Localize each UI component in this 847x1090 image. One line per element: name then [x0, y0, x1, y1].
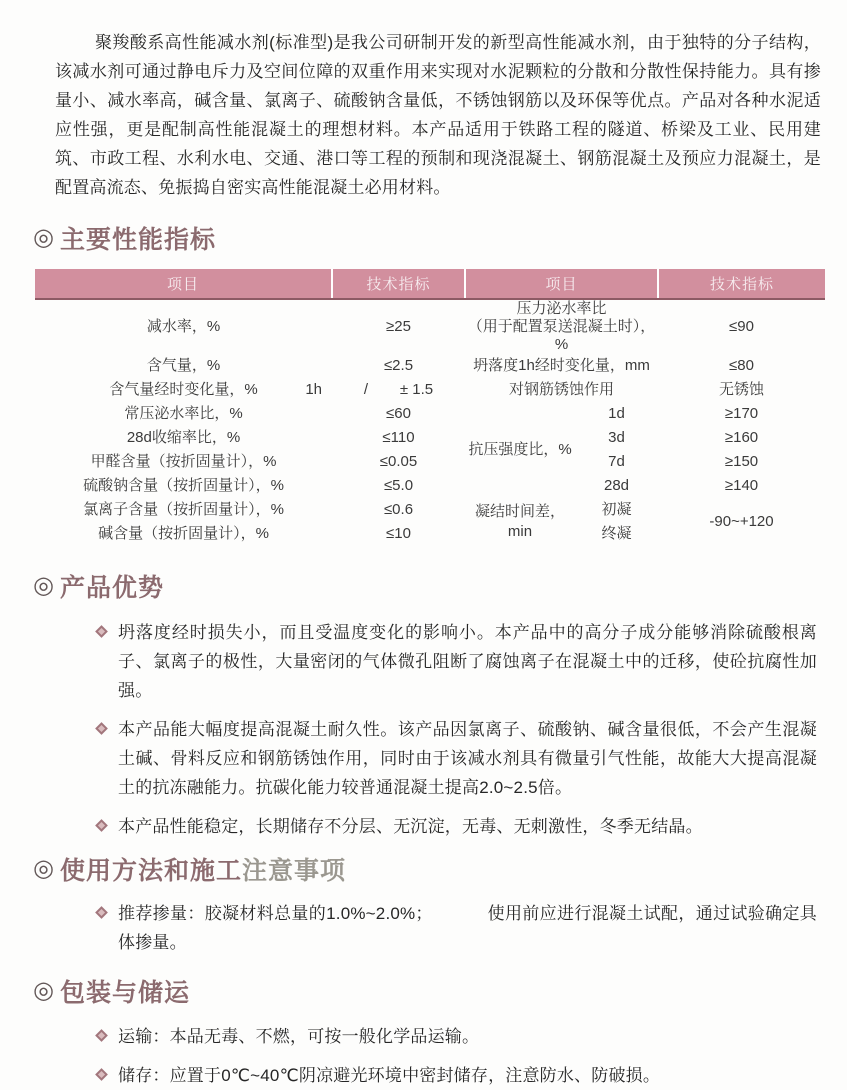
cell-item: 硫酸钠含量（按折固量计），% — [83, 477, 284, 494]
cell-value: ≤2.5 — [383, 357, 414, 374]
cell-sub-label: 1d — [608, 405, 625, 422]
cell-value — [332, 378, 465, 402]
table-row — [35, 299, 825, 354]
cell-value: ≤10 — [386, 525, 411, 542]
trial-mix-note: 使用前应进行混凝土试配，通过试验确定具体掺量。 — [118, 904, 817, 952]
cell-item-line1: 压力泌水率比 — [516, 300, 607, 317]
cell-value: ≥140 — [724, 477, 759, 494]
bullseye-marker-icon: ◎ — [33, 572, 55, 599]
usage-list — [88, 899, 847, 957]
cell-value: ≤5.0 — [383, 477, 414, 494]
cell-item: 含气量，% — [146, 357, 221, 374]
cell-item — [35, 378, 332, 402]
cell-sub-label: 7d — [608, 453, 625, 470]
list-item — [88, 812, 847, 841]
diamond-bullet-icon — [95, 906, 108, 919]
header-item-right: 项目 — [465, 269, 658, 299]
diamond-bullet-icon — [95, 625, 108, 638]
list-item — [88, 618, 847, 705]
cell-value: ≤0.05 — [379, 453, 418, 470]
section-heading-usage — [33, 851, 847, 887]
transport-text: 运输：本品无毒、不燃，可按一般化学品运输。 — [118, 1027, 480, 1046]
diamond-bullet-icon — [95, 722, 108, 735]
cell-item: 28d收缩率比，% — [126, 429, 241, 446]
datasheet-page — [0, 28, 847, 1085]
table-row — [35, 378, 825, 402]
table-header-row — [35, 269, 825, 299]
list-item — [88, 899, 847, 957]
cell-value: ≤80 — [729, 357, 754, 374]
header-value-left: 技术指标 — [332, 269, 465, 299]
cell-sub-label: 1h — [305, 381, 322, 398]
table-row — [35, 354, 825, 378]
intro-paragraph: 聚羧酸系高性能减水剂(标准型)是我公司研制开发的新型高性能减水剂，由于独特的分子结构，该减水剂可通过静电斥力及空间位障的双重作用来实现对水泥颗粒的分散和分散性保持能力。具有掺量小、减水率高，碱含量、氯离子、硫酸钠含量低，不锈蚀钢筋以及环保等优点。产品对各种水泥适应性强，更是配制高性能混凝土的理想材料。本产品适用于铁路工程的隧道、桥梁及工业、民用建筑、市政工程、水利水电、交通、港口等工程的预制和现浇混凝土、钢筋混凝土及预应力混凝土，是配置高流态、免振捣自密实高性能混凝土必用材料。 — [55, 33, 821, 197]
packaging-list — [88, 1022, 847, 1090]
table-row — [35, 450, 825, 474]
cell-item: 坍落度1h经时变化量，mm — [473, 357, 650, 374]
cell-item-label: 含气量经时变化量，% — [109, 381, 258, 398]
cell-item: 碱含量（按折固量计），% — [98, 525, 269, 542]
cell-value: 无锈蚀 — [719, 381, 765, 398]
list-item — [88, 715, 847, 802]
cell-group-label: 抗压强度比，% — [468, 441, 572, 458]
cell-value: ≥160 — [724, 429, 759, 446]
header-value-right: 技术指标 — [658, 269, 825, 299]
section-title: 包装与储运 — [59, 979, 190, 1007]
cell-item-line2: （用于配置泵送混凝土时），% — [467, 318, 656, 353]
cell-value-text: ± 1.5 — [399, 381, 434, 398]
performance-table — [35, 269, 825, 546]
list-item-text: 本产品性能稳定，长期储存不分层、无沉淀，无毒、无刺激性，冬季无结晶。 — [118, 817, 703, 836]
table-row — [35, 498, 825, 522]
section-title-main: 使用方法和施工 — [59, 857, 242, 885]
cell-value: ≤0.6 — [383, 501, 414, 518]
cell-sub-label: 终凝 — [601, 525, 632, 542]
header-item-left: 项目 — [35, 269, 332, 299]
section-title-tail: 注意事项 — [241, 857, 346, 885]
cell-item: 减水率，% — [146, 318, 221, 335]
section-heading-advantages — [33, 568, 847, 604]
list-item — [88, 1022, 847, 1051]
cell-item: 甲醛含量（按折固量计），% — [90, 453, 277, 470]
table-row — [35, 474, 825, 498]
diamond-bullet-icon — [95, 1029, 108, 1042]
cell-value: -90~+120 — [709, 513, 774, 530]
section-title: 主要性能指标 — [59, 226, 216, 254]
dosage-text: 推荐掺量：胶凝材料总量的1.0%~2.0%； — [118, 904, 433, 923]
section-heading-performance — [33, 220, 847, 256]
section-heading-packaging — [33, 973, 847, 1009]
section-title: 产品优势 — [59, 574, 164, 602]
cell-item: 氯离子含量（按折固量计），% — [83, 501, 284, 518]
cell-value: ≥150 — [724, 453, 759, 470]
cell-value: ≤110 — [382, 429, 415, 446]
cell-sub-label: 3d — [608, 429, 625, 446]
advantages-list — [88, 618, 847, 841]
bullseye-marker-icon: ◎ — [33, 224, 55, 251]
cell-sub-label: 28d — [603, 477, 630, 494]
cell-slash: / — [363, 381, 369, 398]
cell-value: ≥170 — [724, 405, 759, 422]
cell-group-label: 凝结时间差，min — [474, 503, 565, 540]
diamond-bullet-icon — [95, 1068, 108, 1081]
cell-item: 常压泌水率比，% — [124, 405, 243, 422]
list-item-text: 坍落度经时损失小，而且受温度变化的影响小。本产品中的高分子成分能够消除硫酸根离子、氯离子的极性，大量密闭的气体微孔阻断了腐蚀离子在混凝土中的迁移，使砼抗腐性加强。 — [118, 623, 817, 700]
table-row — [35, 426, 825, 450]
cell-item: 对钢筋锈蚀作用 — [509, 381, 615, 398]
bullseye-marker-icon: ◎ — [33, 855, 55, 882]
cell-value: ≤90 — [729, 318, 754, 335]
storage-text: 储存：应置于0℃~40℃阴凉避光环境中密封储存，注意防水、防破损。 — [118, 1066, 661, 1085]
bullseye-marker-icon: ◎ — [33, 977, 55, 1004]
cell-item — [465, 299, 658, 354]
diamond-bullet-icon — [95, 819, 108, 832]
list-item-text: 本产品能大幅度提高混凝土耐久性。该产品因氯离子、硫酸钠、碱含量很低，不会产生混凝土碱、骨料反应和钢筋锈蚀作用，同时由于该减水剂具有微量引气性能，故能大大提高混凝土的抗冻融能力。抗碳化能力较普通混凝土提高2.0~2.5倍。 — [118, 720, 817, 797]
list-item — [88, 1061, 847, 1090]
cell-value: ≤60 — [386, 405, 411, 422]
cell-sub-label: 初凝 — [601, 501, 632, 518]
table-row — [35, 402, 825, 426]
cell-value: ≥25 — [386, 318, 411, 335]
